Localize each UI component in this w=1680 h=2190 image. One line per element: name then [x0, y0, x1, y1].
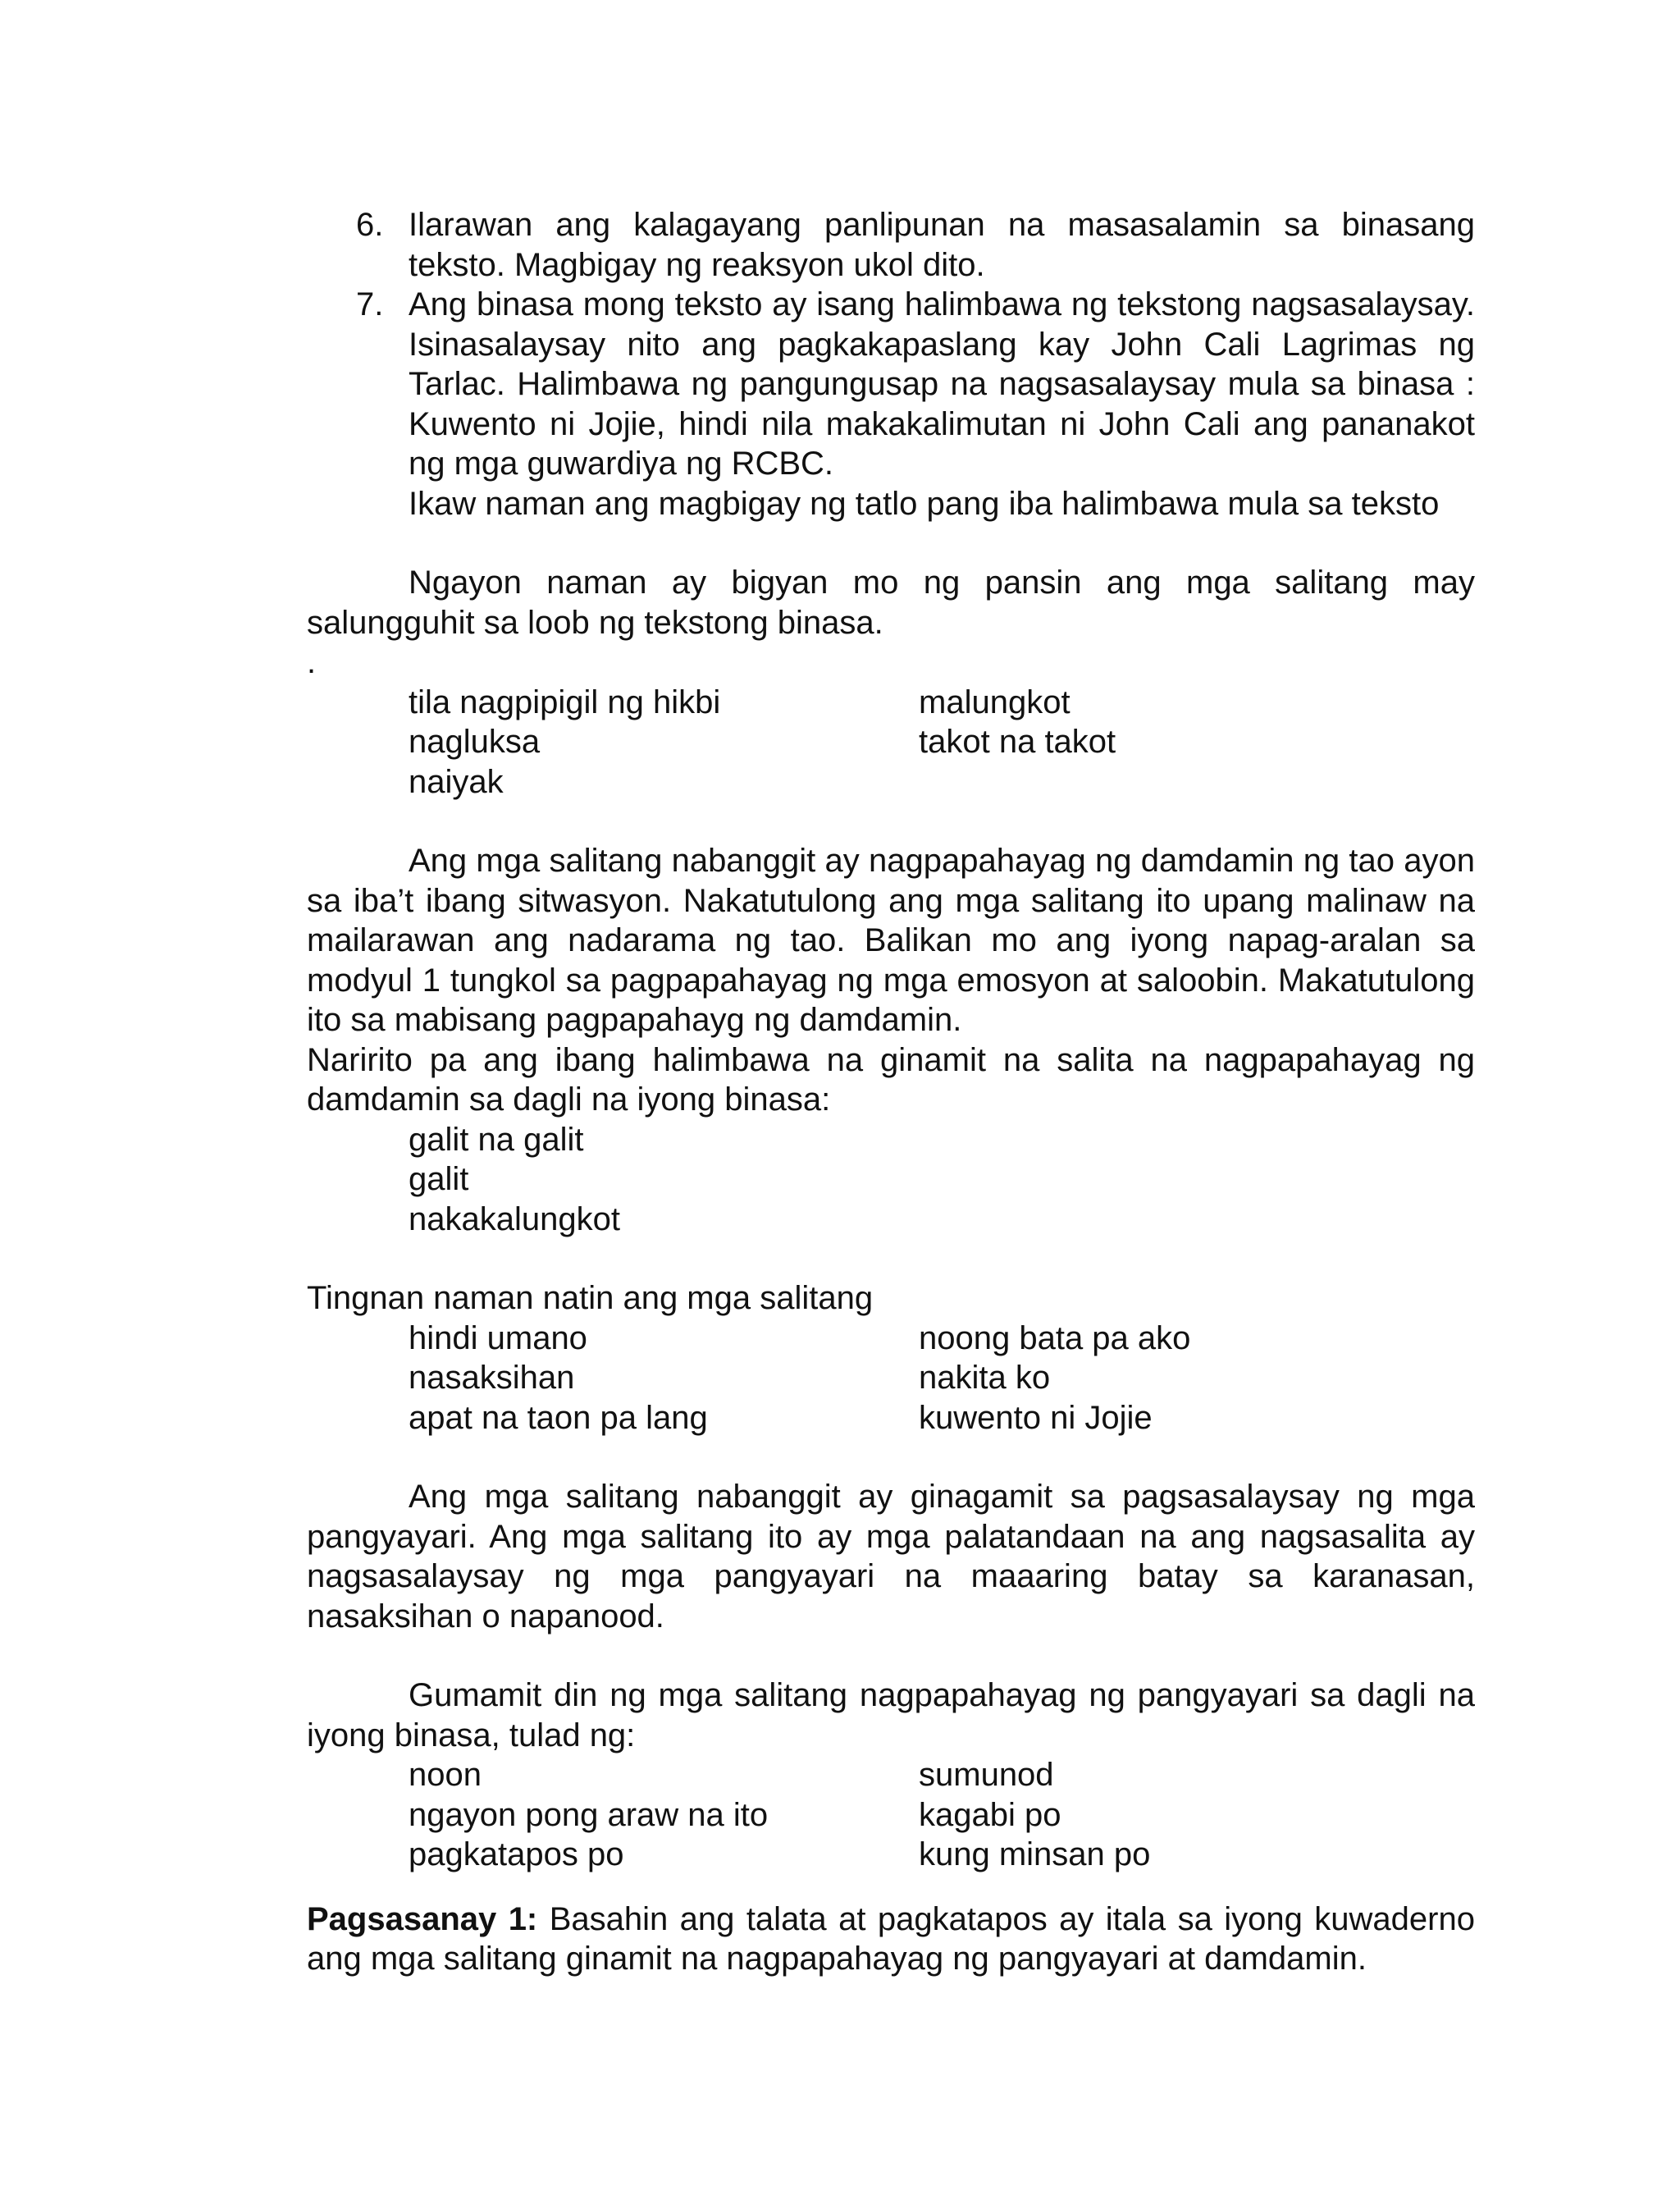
- word-item: noon: [409, 1757, 482, 1793]
- word-item: pagkatapos po: [409, 1836, 624, 1872]
- word-item: takot na takot: [919, 724, 1116, 760]
- list-text: Ang binasa mong teksto ay isang halimbawa ng tekstong nagsasalaysay. Isinasalaysay nito ang pagkakapaslang kay John Cali Lagrimas ng Tarlac. Halimbawa ng pangungusap na nagsasalaysay mula sa binasa : Kuwento ni Jojie, hindi nila makakalimutan ni John Cali ang pananakot ng mga guwardiya ng RCBC.: [409, 286, 1475, 482]
- word-item: kuwento ni Jojie: [919, 1399, 1153, 1436]
- exercise-label: Pagsasanay 1:: [307, 1900, 538, 1937]
- word-item: nakita ko: [919, 1360, 1051, 1396]
- word-column-left: [409, 1755, 919, 1875]
- paragraph: Ang mga salitang nabanggit ay ginagamit sa pagsasalaysay ng mga pangyayari. Ang mga salitang ito ay mga palatandaan na ang nagsasalita ay nagsasalaysay ng mga pangyayari na maaaring batay sa karanasan, nasaksihan o napanood.: [307, 1479, 1475, 1634]
- word-item: galit: [409, 1161, 469, 1197]
- list-item: [307, 205, 1475, 285]
- exercise-text: Basahin ang talata at pagkatapos ay itala sa iyong kuwaderno ang mga salitang ginamit na nagpapahayag ng pangyayari at damdamin.: [307, 1900, 1475, 1977]
- word-item: apat na taon pa lang: [409, 1399, 708, 1436]
- word-column-left: [409, 1319, 919, 1438]
- paragraph: Gumamit din ng mga salitang nagpapahayag ng pangyayari sa dagli na iyong binasa, tulad ng:: [307, 1677, 1475, 1753]
- list-instruction: Ikaw naman ang magbigay ng tatlo pang iba halimbawa mula sa teksto: [409, 485, 1440, 522]
- list-text: Ilarawan ang kalagayang panlipunan na masasalamin sa binasang teksto. Magbigay ng reaksyon ukol dito.: [409, 207, 1475, 283]
- word-item: galit na galit: [409, 1121, 584, 1158]
- word-column-left: [409, 683, 919, 802]
- document-body: [307, 205, 1475, 1979]
- word-list-narration: [307, 1319, 1475, 1438]
- word-list-emotions: [307, 683, 1475, 802]
- paragraph: Ngayon naman ay bigyan mo ng pansin ang mga salitang may salungguhit sa loob ng tekstong binasa.: [307, 565, 1475, 641]
- word-item: kung minsan po: [919, 1836, 1151, 1872]
- word-column-right: [919, 683, 1475, 802]
- word-item: hindi umano: [409, 1319, 587, 1356]
- exercise-paragraph: [307, 1900, 1475, 1979]
- word-item: ngayon pong araw na ito: [409, 1796, 769, 1833]
- word-item: sumunod: [919, 1757, 1054, 1793]
- word-item: kagabi po: [919, 1796, 1061, 1833]
- list-item: [307, 285, 1475, 484]
- word-column-right: [919, 1319, 1475, 1438]
- numbered-list: [307, 205, 1475, 523]
- word-item: noong bata pa ako: [919, 1319, 1191, 1356]
- paragraph: Ang mga salitang nabanggit ay nagpapahayag ng damdamin ng tao ayon sa iba’t ibang sitwasyon. Nakatutulong ang mga salitang ito upang malinaw na mailarawan ang nadarama ng tao. Balikan mo ang iyong napag-aralan sa modyul 1 tungkol sa pagpapahayag ng mga emosyon at saloobin. Makatutulong ito sa mabisang pagpapahayg ng damdamin.: [307, 843, 1475, 1038]
- word-item: naiyak: [409, 763, 504, 800]
- word-item: tila nagpipigil ng hikbi: [409, 684, 721, 720]
- word-item: nakakalungkot: [409, 1200, 620, 1237]
- word-list-events: [307, 1755, 1475, 1875]
- list-number: 7.: [356, 286, 384, 322]
- dot-marker: .: [307, 644, 317, 680]
- word-list-feelings: [307, 1120, 1475, 1240]
- list-number: 6.: [356, 207, 384, 243]
- word-item: malungkot: [919, 684, 1071, 720]
- paragraph: Tingnan naman natin ang mga salitang: [307, 1280, 874, 1316]
- word-item: nagluksa: [409, 724, 541, 760]
- word-item: nasaksihan: [409, 1360, 575, 1396]
- word-column-right: [919, 1755, 1475, 1875]
- paragraph: Naririto pa ang ibang halimbawa na ginamit na salita na nagpapahayag ng damdamin sa dagli na iyong binasa:: [307, 1041, 1475, 1118]
